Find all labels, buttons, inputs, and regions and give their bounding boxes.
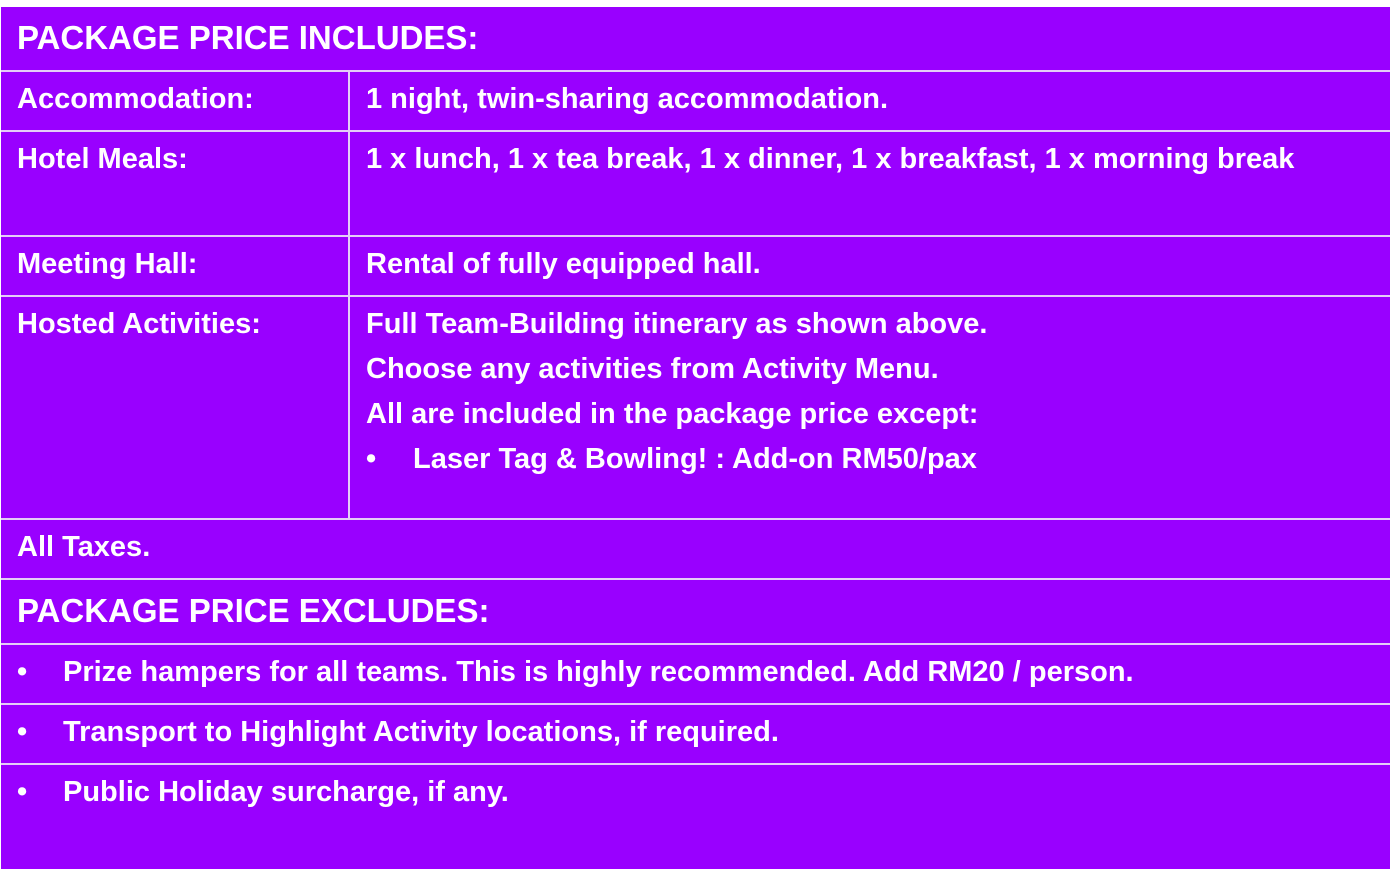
meeting-hall-label: Meeting Hall: [1, 237, 350, 295]
excludes-item [17, 710, 1390, 755]
accommodation-value: 1 night, twin-sharing accommodation. [366, 83, 889, 115]
excludes-item-cell [1, 705, 1390, 763]
hosted-activities-bullet-text: Laser Tag & Bowling! : Add-on RM50/pax [413, 443, 977, 475]
bullet-icon: • [17, 656, 28, 688]
list-item [1, 705, 1390, 765]
excludes-item-cell [1, 765, 1390, 869]
excludes-item [17, 650, 1390, 695]
excludes-item-text: Prize hampers for all teams. This is highly recommended. Add RM20 / person. [63, 656, 1134, 688]
includes-title: PACKAGE PRICE INCLUDES: [17, 19, 479, 56]
hotel-meals-cell [350, 132, 1390, 235]
table-row [1, 72, 1390, 132]
list-item [1, 645, 1390, 705]
accommodation-label: Accommodation: [1, 72, 350, 130]
bullet-icon: • [17, 716, 28, 748]
hosted-activities-line: All are included in the package price except: [366, 398, 979, 430]
table-row [1, 297, 1390, 520]
taxes-text: All Taxes. [17, 531, 151, 563]
package-price-table [1, 7, 1390, 869]
includes-header-row [1, 7, 1390, 72]
excludes-header-row [1, 580, 1390, 645]
table-row [1, 237, 1390, 297]
excludes-item-cell [1, 645, 1390, 703]
hotel-meals-label: Hotel Meals: [1, 132, 350, 235]
table-row [1, 132, 1390, 237]
table-row [1, 520, 1390, 580]
meeting-hall-value: Rental of fully equipped hall. [366, 248, 761, 280]
hosted-activities-line: Choose any activities from Activity Menu. [366, 353, 939, 385]
excludes-title: PACKAGE PRICE EXCLUDES: [17, 592, 490, 629]
bullet-icon: • [366, 443, 377, 475]
hosted-activities-label: Hosted Activities: [1, 297, 350, 518]
excludes-item-text: Transport to Highlight Activity locations, if required. [63, 716, 779, 748]
excludes-item-text: Public Holiday surcharge, if any. [63, 776, 509, 808]
hosted-activities-cell [350, 297, 1390, 518]
hosted-activities-line: Full Team-Building itinerary as shown above. [366, 308, 988, 340]
bullet-icon: • [17, 776, 28, 808]
excludes-item [17, 770, 1390, 815]
hosted-activities-bullet-item [366, 437, 1330, 482]
hotel-meals-value: 1 x lunch, 1 x tea break, 1 x dinner, 1 x breakfast, 1 x morning break [366, 143, 1295, 175]
list-item [1, 765, 1390, 869]
